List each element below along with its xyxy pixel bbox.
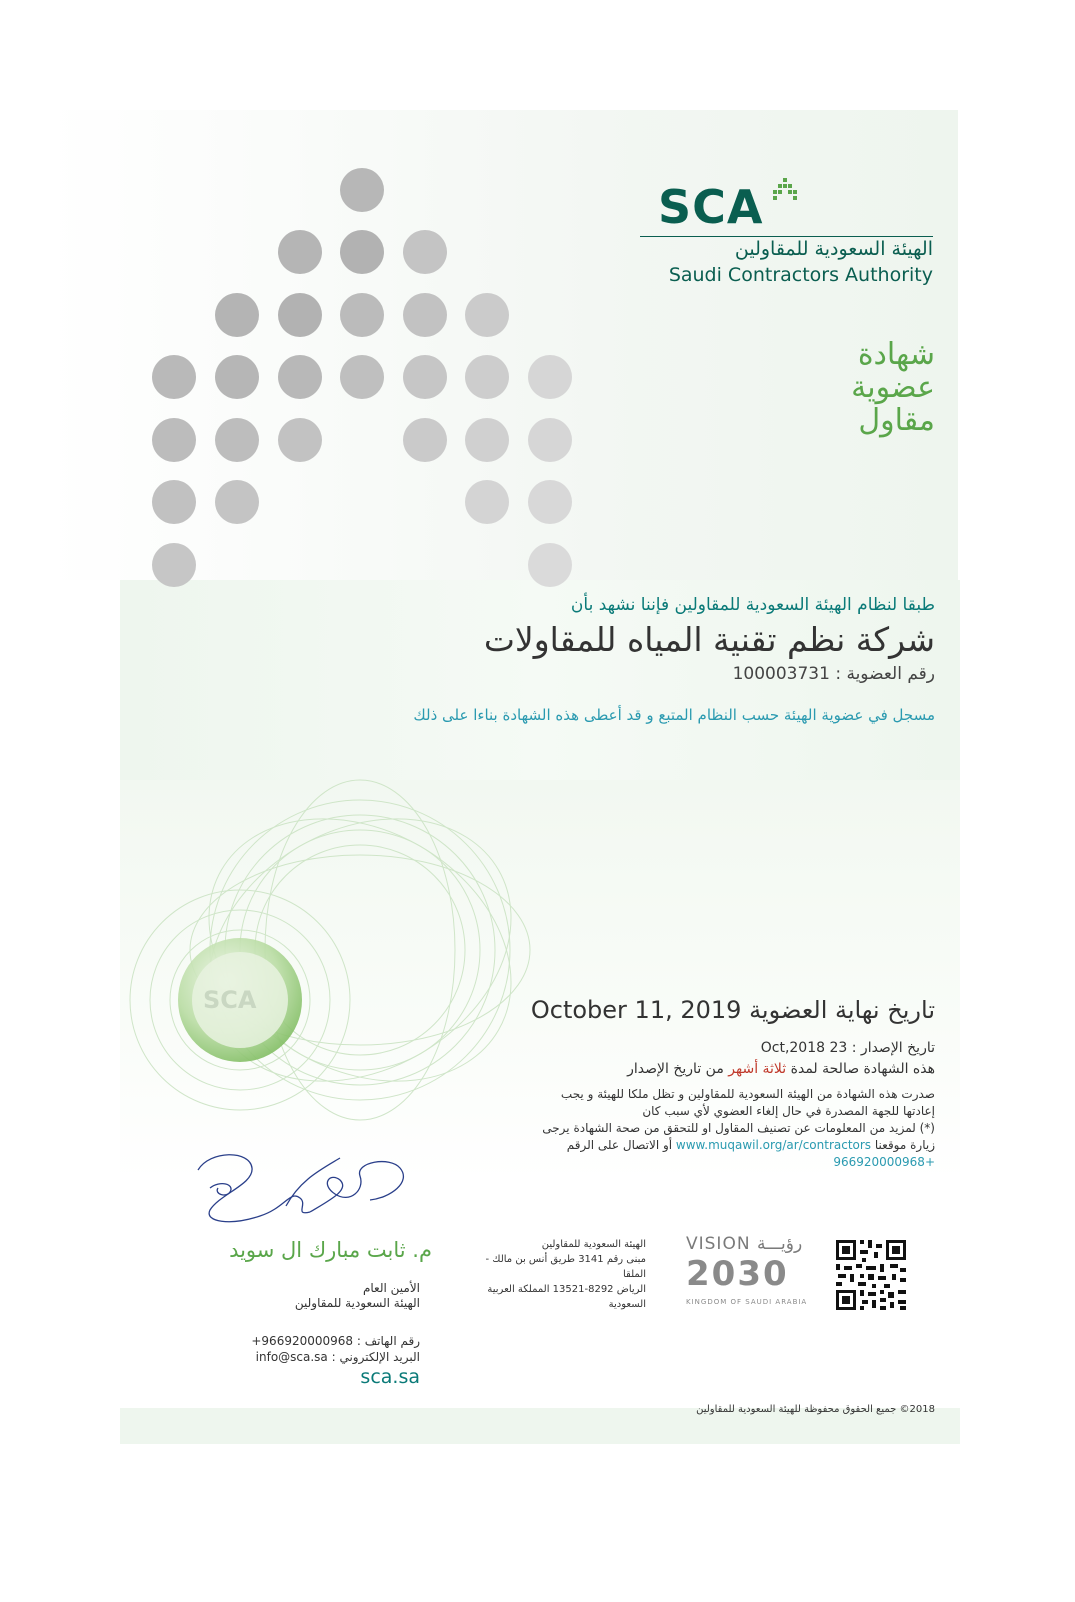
company-name: شركة نظم تقنية المياه للمقاولات xyxy=(483,620,935,659)
contact-info xyxy=(200,1333,420,1365)
sca-arrow-icon xyxy=(772,178,798,206)
validity-period: ثلاثة أشهر xyxy=(728,1061,787,1077)
decorative-dot xyxy=(528,418,572,462)
address-line: الهيئة السعودية للمقاولين xyxy=(541,1239,646,1250)
signatory-title xyxy=(200,1281,420,1311)
logo-divider xyxy=(640,236,933,237)
decorative-dot xyxy=(340,168,384,212)
title-line: شهادة xyxy=(857,337,935,372)
decorative-dot xyxy=(403,418,447,462)
vision-year: 2030 xyxy=(686,1254,789,1294)
decorative-dot xyxy=(278,418,322,462)
decorative-dot xyxy=(152,543,196,587)
decorative-dot xyxy=(215,355,259,399)
address-line: السعودية xyxy=(608,1299,646,1310)
intro-text: طبقا لنظام الهيئة السعودية للمقاولين فإننا نشهد بأن xyxy=(570,595,935,615)
logo-name-arabic: الهيئة السعودية للمقاولين xyxy=(734,238,933,260)
note-line xyxy=(535,1137,935,1154)
copyright-notice: 2018© جميع الحقوق محفوظة للهيئة السعودية للمقاولين xyxy=(696,1404,935,1415)
decorative-dot xyxy=(528,355,572,399)
decorative-dot xyxy=(465,355,509,399)
title-line: مقاول xyxy=(858,403,935,438)
signatory-organization: الهيئة السعودية للمقاولين xyxy=(294,1296,420,1310)
expiry-date: تاريخ نهاية العضوية October 11, 2019 xyxy=(530,996,935,1024)
decorative-dot xyxy=(152,418,196,462)
decorative-dot xyxy=(278,355,322,399)
registration-statement: مسجل في عضوية الهيئة حسب النظام المتبع و قد أعطى هذه الشهادة بناءا على ذلك xyxy=(413,706,935,724)
signature xyxy=(190,1150,420,1240)
contact-phone: رقم الهاتف : 966920000968+ xyxy=(251,1334,420,1348)
issue-date: تاريخ الإصدار : 23 Oct,2018 xyxy=(760,1040,935,1056)
title-line: عضوية xyxy=(851,370,935,405)
vision-subtitle: KINGDOM OF SAUDI ARABIA xyxy=(686,1298,808,1306)
logo-name-english: Saudi Contractors Authority xyxy=(668,264,933,286)
signatory-position: الأمين العام xyxy=(362,1281,420,1295)
decorative-dot xyxy=(465,418,509,462)
decorative-dot xyxy=(403,355,447,399)
membership-number: رقم العضوية : 100003731 xyxy=(732,664,935,684)
postal-address xyxy=(470,1237,646,1312)
decorative-dot xyxy=(278,230,322,274)
decorative-dot xyxy=(215,293,259,337)
decorative-dot xyxy=(465,480,509,524)
support-phone: 966920000968+ xyxy=(833,1155,935,1169)
vision-2030-logo xyxy=(682,1232,812,1322)
guilloche-pattern xyxy=(110,770,590,1190)
note-line: إعادتها للجهة المصدرة في حال إلغاء العضوي لأي سبب كان xyxy=(642,1104,935,1118)
decorative-dot xyxy=(152,480,196,524)
certificate-notes xyxy=(535,1086,935,1171)
validity-statement xyxy=(627,1061,935,1077)
decorative-dot xyxy=(278,293,322,337)
vision-title: VISION رؤيـــة xyxy=(686,1234,803,1254)
signatory-name: م. ثابت مبارك ال سويد xyxy=(229,1238,432,1262)
seal-text: SCA xyxy=(203,986,257,1014)
decorative-dot xyxy=(465,293,509,337)
note-text-end: أو الاتصال على الرقم xyxy=(566,1138,676,1152)
note-text: زيارة موقعنا xyxy=(871,1138,935,1152)
address-line: الملقا xyxy=(622,1269,646,1280)
decorative-dot xyxy=(528,543,572,587)
contact-email[interactable]: البريد الإلكتروني : info@sca.sa xyxy=(255,1350,420,1364)
validity-text: هذه الشهادة صالحة لمدة xyxy=(786,1061,935,1077)
decorative-dot xyxy=(152,355,196,399)
address-line: مبنى رقم 3141 طريق أنس بن مالك - xyxy=(485,1254,646,1265)
verification-link[interactable]: www.muqawil.org/ar/contractors xyxy=(675,1138,872,1152)
decorative-dot xyxy=(340,293,384,337)
logo-mark: SCA xyxy=(658,180,764,234)
certificate-title xyxy=(851,338,935,437)
decorative-dot xyxy=(528,480,572,524)
decorative-dot xyxy=(215,418,259,462)
decorative-dot xyxy=(215,480,259,524)
decorative-dot xyxy=(403,293,447,337)
decorative-dot xyxy=(340,355,384,399)
qr-code[interactable] xyxy=(834,1238,908,1312)
website-link[interactable]: sca.sa xyxy=(360,1366,420,1388)
note-line: (*) لمزيد من المعلومات عن تصنيف المقاول او للتحقق من صحة الشهادة يرجى xyxy=(542,1121,935,1135)
address-line: الرياض 8292-13521 المملكة العربية xyxy=(487,1284,646,1295)
validity-text-end: من تاريخ الإصدار xyxy=(627,1061,729,1077)
decorative-dot xyxy=(403,230,447,274)
decorative-dot xyxy=(340,230,384,274)
note-line: صدرت هذه الشهادة من الهيئة السعودية للمقاولين و تظل ملكا للهيئة و يجب xyxy=(560,1087,935,1101)
